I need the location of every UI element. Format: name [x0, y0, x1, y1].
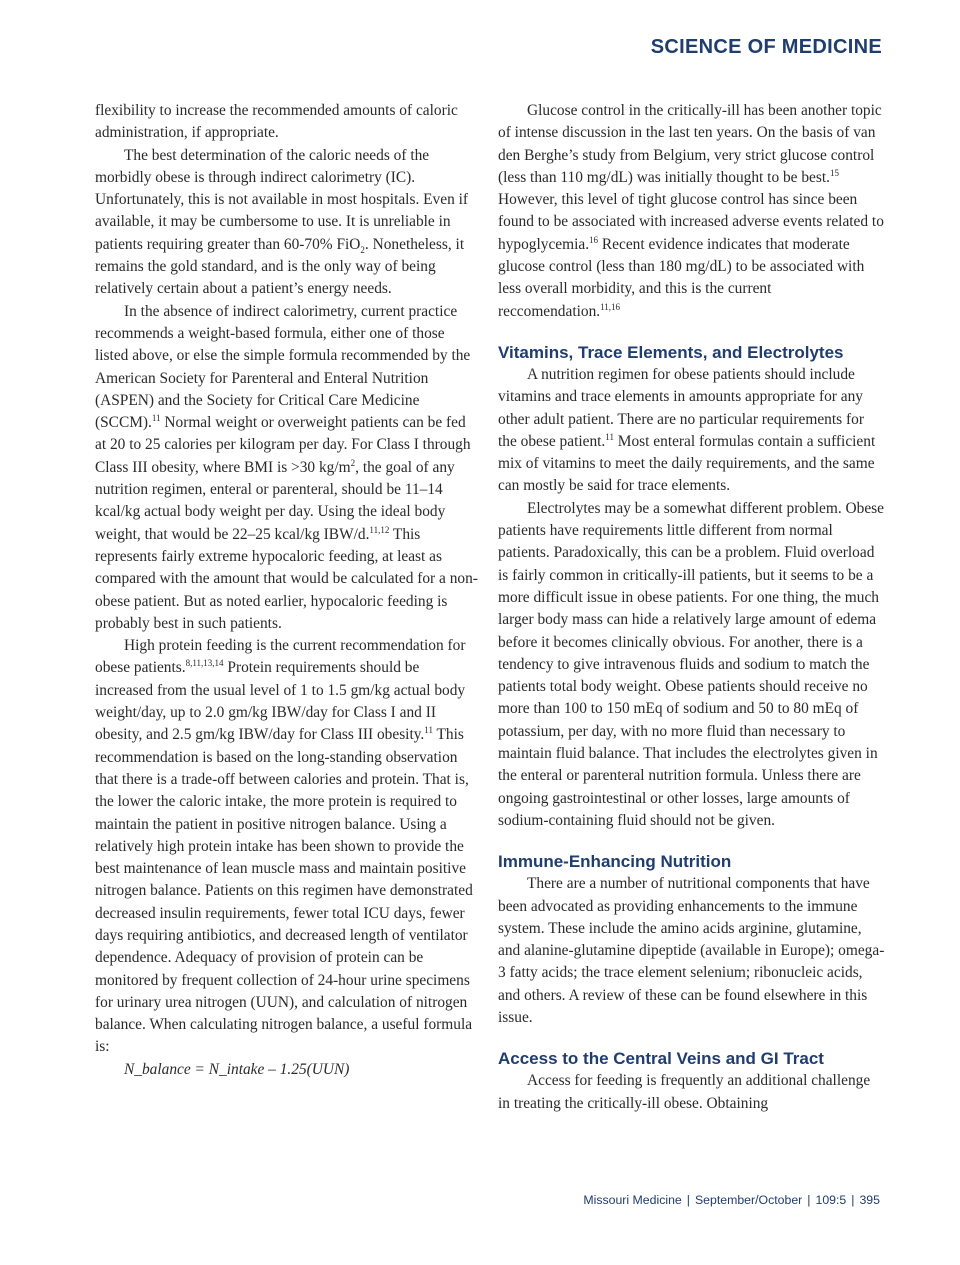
citation: 11,16: [600, 301, 621, 312]
citation: 11: [151, 413, 161, 424]
left-column: [95, 100, 480, 1081]
paragraph: Access for feeding is frequently an additional challenge in treating the critically-ill obese. Obtaining: [498, 1072, 871, 1112]
nitrogen-balance-formula: N_balance = N_intake – 1.25(UUN): [124, 1060, 350, 1078]
issue-date: September/October: [694, 1193, 803, 1207]
section-heading-access: Access to the Central Veins and GI Tract: [498, 1049, 824, 1069]
paragraph: The best determination of the caloric needs of the morbidly obese is through indirect calorimetry (IC). Unfortunately, this is not available in most hospitals. Even if available, it may be cumbersome to use. It is unreliable in patients requiring greater than 60-70% FiO$_2$. Nonetheless, it remains the gold standard, and is the only way of being relatively certain about a patient’s energy needs.: [95, 146, 469, 298]
superscript: 2: [350, 457, 356, 468]
paragraph: There are a number of nutritional components that have been advocated as providing enhancements to the immune system. These include the amino acids arginine, glutamine, and alanine-glutamine dipeptide (available in Europe); omega-3 fatty acids; the trace element selenium; ribonucleic acids, and others. A review of these can be found elsewhere in this issue.: [498, 875, 885, 1026]
citation: 15: [830, 167, 839, 178]
paragraph: High protein feeding is the current recommendation for obese patients.$^{8,11,13,14}$ Protein requirements should be increased from the usual level of 1 to 1.5 gm/kg actual body weight/day, up to 2.0 gm/kg IBW/day for Class I and II obesity, and 2.5 gm/kg IBW/day for Class III obesity.$^{11}$ This recommendation is based on the long-standing observation that there is a trade-off between calories and protein. That is, the lower the caloric intake, the more protein is required to maintain the patient in positive nitrogen balance. Using a relatively high protein intake has been shown to provide the best maintenance of lean muscle mass and maintain positive nitrogen balance. Patients on this regimen have demonstrated decreased insulin requirements, fewer total ICU days, fewer days requiring antibiotics, and decreased length of ventilator dependence. Adequacy of provision of protein can be monitored by frequent collection of 24-hour urine specimens for urinary urea nitrogen (UUN), and calculation of nitrogen balance. When calculating nitrogen balance, a useful formula is:: [95, 637, 473, 1056]
citation: 11: [424, 725, 433, 736]
page-number: 395: [859, 1193, 880, 1207]
section-label: SCIENCE OF MEDICINE: [650, 36, 882, 58]
paragraph: A nutrition regimen for obese patients should include vitamins and trace elements in amounts appropriate for any other adult patient. There are no particular requirements for the obese patient.$^{11}$ Most enteral formulas contain a sufficient mix of vitamins to meet the daily requirements, and the same can mostly be said for trace elements.: [498, 365, 876, 495]
section-heading-vitamins: Vitamins, Trace Elements, and Electrolytes: [498, 342, 844, 362]
paragraph: Electrolytes may be a somewhat different problem. Obese patients have requirements little different from normal patients. Paradoxically, this can be a problem. Fluid overload is fairly common in critically-ill patients, but it seems to be a more difficult issue in obese patients. For one thing, the much larger body mass can hide a relatively large amount of edema before it becomes clinically obvious. For another, there is a tendency to give intravenous fluids and sodium to match the patients total body weight. Obese patients should receive no more than 100 to 150 mEq of sodium and 50 to 80 mEq of potassium, per day, with no more fluid than necessary to maintain fluid balance. That includes the electrolytes given in the enteral or parenteral nutrition formula. Unless there are ongoing gastrointestinal or other losses, large amounts of sodium-containing fluid should not be given.: [498, 499, 884, 829]
volume-issue: 109:5: [815, 1193, 847, 1207]
section-heading-immune: Immune-Enhancing Nutrition: [498, 852, 732, 872]
paragraph: Glucose control in the critically-ill has been another topic of intense discussion in the last ten years. On the basis of van den Berghe’s study from Belgium, very strict glucose control (less than 110 mg/dL) was initially thought to be best.$^{15}$ However, this level of tight glucose control has since been found to be associated with increased adverse events related to hypoglycemia.$^{16}$ Recent evidence indicates that moderate glucose control (less than 180 mg/dL) to be associated with less overall morbidity, and this is the current reccomendation.$^{11,16}$: [498, 102, 884, 320]
paragraph: flexibility to increase the recommended amounts of caloric administration, if appropriate.: [95, 102, 458, 142]
subscript: 2: [360, 244, 365, 255]
citation: 11: [605, 431, 614, 442]
right-column: [498, 100, 885, 1115]
page-footer: Missouri Medicine | September/October | 109:5 | 395: [583, 1193, 880, 1207]
citation: 11,12: [369, 524, 390, 535]
paragraph: In the absence of indirect calorimetry, current practice recommends a weight-based formula, either one of those listed above, or else the simple formula recommended by the American Society for Parenteral and Enteral Nutrition (ASPEN) and the Society for Critical Care Medicine (SCCM).$^{11}$ Normal weight or overweight patients can be fed at 20 to 25 calories per kilogram per day. For Class I through Class III obesity, where BMI is >30 $kg/m^2$, the goal of any nutrition regimen, enteral or parenteral, should be 11–14 kcal/kg actual body weight per day. Using the ideal body weight, that would be 22–25 kcal/kg IBW/d.$^{11,12}$ This represents fairly extreme hypocaloric feeding, at least as compared with the amount that would be calculated for a non-obese patient. But as noted earlier, hypocaloric feeding is probably best in such patients.: [95, 302, 478, 632]
citation: 8,11,13,14: [185, 658, 224, 669]
journal-name: Missouri Medicine: [583, 1193, 682, 1207]
citation: 16: [589, 234, 599, 245]
